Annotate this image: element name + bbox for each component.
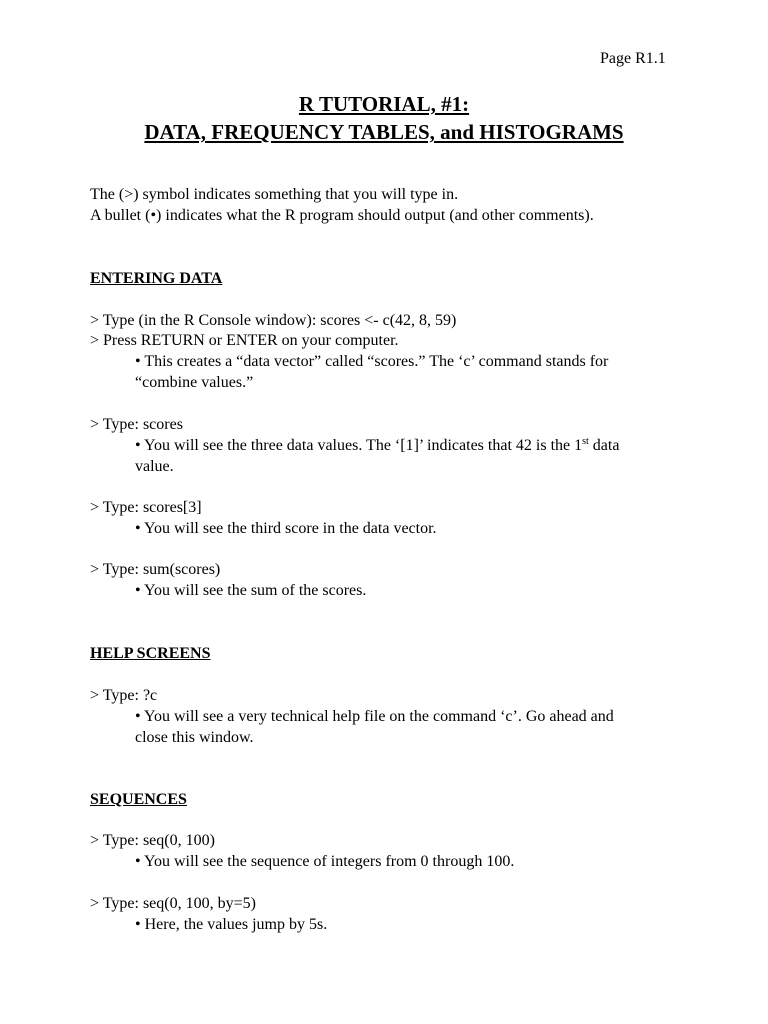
help-type-1: > Type: ?c (90, 687, 158, 704)
sequences-type-1: > Type: seq(0, 100) (90, 832, 215, 849)
page-number: Page R1.1 (600, 50, 666, 67)
entering-bullet-2a-text: • You will see the three data values. The ‘[1]’ indicates that 42 is the 1 (135, 437, 583, 454)
title-line-1: R TUTORIAL, #1: (298, 92, 470, 116)
title-line-2: DATA, FREQUENCY TABLES, and HISTOGRAMS (144, 120, 624, 144)
entering-bullet-2a-tail: data (588, 437, 620, 454)
entering-bullet-2a-superscript: st (582, 436, 589, 447)
help-bullet-1a: • You will see a very technical help file on the command ‘c’. Go ahead and (135, 708, 614, 725)
entering-type-2: > Type: scores (90, 416, 183, 433)
heading-entering-data: ENTERING DATA (90, 270, 223, 287)
heading-sequences: SEQUENCES (90, 791, 187, 808)
entering-bullet-2a (135, 435, 619, 456)
entering-type-4: > Type: sum(scores) (90, 561, 221, 578)
page-title (0, 90, 768, 146)
sequences-bullet-1: • You will see the sequence of integers from 0 through 100. (135, 853, 515, 870)
heading-help-screens: HELP SCREENS (90, 645, 211, 662)
intro-line-2: A bullet (•) indicates what the R program should output (and other comments). (90, 207, 594, 224)
entering-bullet-1a: • This creates a “data vector” called “scores.” The ‘c’ command stands for (135, 353, 609, 370)
entering-type-3: > Type: scores[3] (90, 499, 202, 516)
intro-line-1: The (>) symbol indicates something that you will type in. (90, 186, 459, 203)
entering-bullet-4: • You will see the sum of the scores. (135, 582, 367, 599)
entering-bullet-1b: “combine values.” (135, 374, 254, 391)
sequences-bullet-2: • Here, the values jump by 5s. (135, 916, 328, 933)
help-bullet-1b: close this window. (135, 729, 254, 746)
entering-press: > Press RETURN or ENTER on your computer. (90, 332, 399, 349)
entering-bullet-2b: value. (135, 458, 174, 475)
entering-type-1: > Type (in the R Console window): scores <- c(42, 8, 59) (90, 312, 457, 329)
sequences-type-2: > Type: seq(0, 100, by=5) (90, 895, 256, 912)
entering-bullet-3: • You will see the third score in the data vector. (135, 520, 437, 537)
